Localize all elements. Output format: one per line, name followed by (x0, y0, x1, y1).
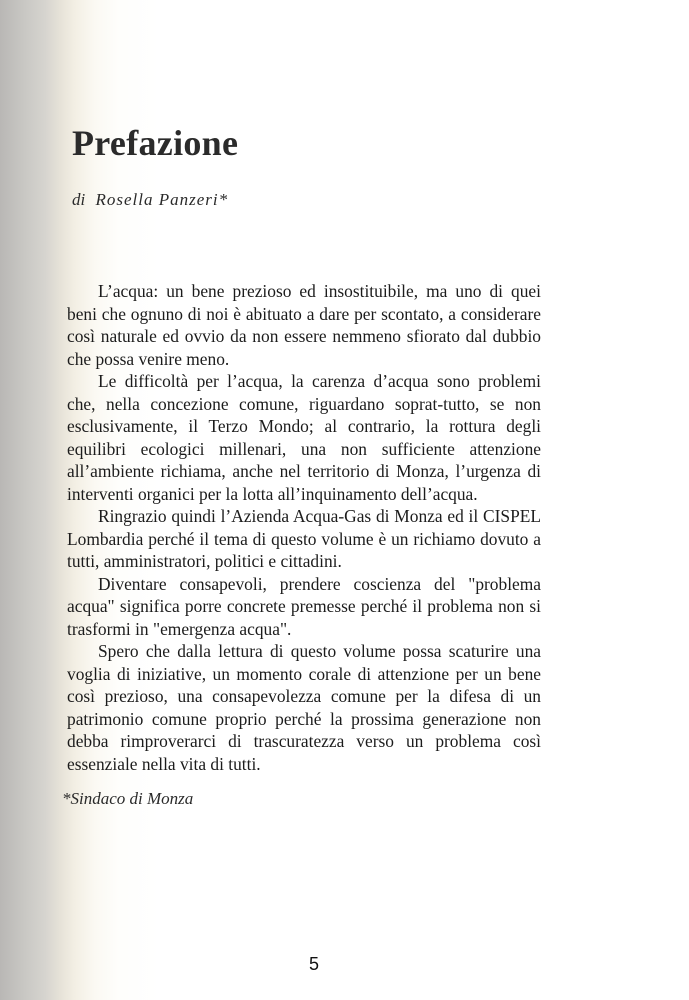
byline-prefix: di (72, 190, 86, 209)
page-number: 5 (309, 954, 320, 974)
footnote: *Sindaco di Monza (62, 789, 194, 808)
page-title: Prefazione (72, 123, 239, 163)
body-text (67, 280, 541, 775)
paragraph: L’acqua: un bene prezioso ed insostituibile, ma uno di quei beni che ognuno di noi è abituato a dare per scontato, a considerare così naturale ed ovvio da non essere nemmeno sfiorato dal dubbio che possa venire meno. (67, 281, 541, 369)
paragraph: Spero che dalla lettura di questo volume possa scaturire una voglia di iniziative, un momento corale di attenzione per un bene così prezioso, una consapevolezza comune per la difesa di un patrimonio comune proprio perché la prossima generazione non debba rimproverarci di trascuratezza verso un problema così essenziale nella vita di tutti. (67, 641, 541, 774)
author-name: Rosella Panzeri* (95, 190, 229, 209)
paragraph: Ringrazio quindi l’Azienda Acqua-Gas di Monza ed il CISPEL Lombardia perché il tema di questo volume è un richiamo dovuto a tutti, amministratori, politici e cittadini. (67, 506, 541, 571)
byline (72, 190, 228, 210)
paragraph: Le difficoltà per l’acqua, la carenza d’acqua sono problemi che, nella concezione comune, riguardano soprat-tutto, se non esclusivamente, il Terzo Mondo; al contrario, la rottura degli equilibri ecologici millenari, una non sufficiente attenzione all’ambiente richiama, anche nel territorio di Monza, l’urgenza di interventi organici per la lotta all’inquinamento dell’acqua. (67, 371, 541, 504)
paragraph: Diventare consapevoli, prendere coscienza del "problema acqua" significa porre concrete premesse perché il problema non si trasformi in "emergenza acqua". (67, 573, 541, 639)
